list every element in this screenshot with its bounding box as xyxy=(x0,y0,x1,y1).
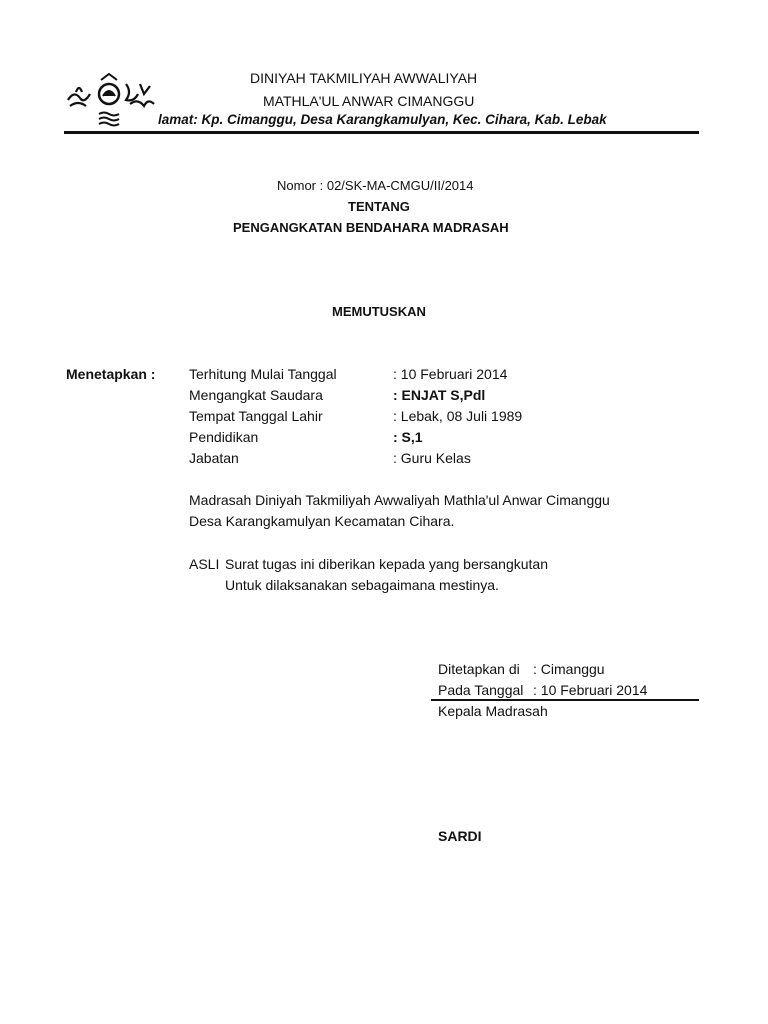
letterhead-address: lamat: Kp. Cimanggu, Desa Karangkamulyan, Kec. Cihara, Kab. Lebak xyxy=(158,112,607,127)
row-value: : Guru Kelas xyxy=(393,450,471,466)
signature-place-label: Ditetapkan di xyxy=(438,661,520,677)
row-value: : ENJAT S,Pdl xyxy=(393,387,486,403)
letterhead-line1: DINIYAH TAKMILIYAH AWWALIYAH xyxy=(250,70,478,86)
row-key: Terhitung Mulai Tanggal xyxy=(189,366,337,382)
decree-subject: PENGANGKATAN BENDAHARA MADRASAH xyxy=(233,220,509,235)
letterhead-divider xyxy=(64,131,699,134)
body-para1-line1: Madrasah Diniyah Takmiliyah Awwaliyah Mathla'ul Anwar Cimanggu xyxy=(189,492,610,508)
letterhead-line2: MATHLA'UL ANWAR CIMANGGU xyxy=(263,93,475,109)
body-para1-line2: Desa Karangkamulyan Kecamatan Cihara. xyxy=(189,513,455,529)
row-value: : S,1 xyxy=(393,429,423,445)
row-value: : Lebak, 08 Juli 1989 xyxy=(393,408,523,424)
signature-place-value: : Cimanggu xyxy=(533,661,605,677)
signature-date-value: : 10 Februari 2014 xyxy=(533,682,648,698)
decree-number: Nomor : 02/SK-MA-CMGU/II/2014 xyxy=(277,178,474,193)
row-value: : 10 Februari 2014 xyxy=(393,366,508,382)
signature-name: SARDI xyxy=(438,828,482,844)
row-key: Jabatan xyxy=(189,450,239,466)
row-key: Mengangkat Saudara xyxy=(189,387,323,403)
signature-date-label: Pada Tanggal xyxy=(438,682,524,698)
signature-position: Kepala Madrasah xyxy=(438,703,548,719)
signature-divider xyxy=(431,699,699,701)
decree-memutuskan: MEMUTUSKAN xyxy=(332,304,426,319)
school-logo xyxy=(66,70,156,130)
decree-tentang: TENTANG xyxy=(348,199,410,214)
row-key: Tempat Tanggal Lahir xyxy=(189,408,323,424)
menetapkan-label: Menetapkan : xyxy=(66,366,156,382)
row-key: Pendidikan xyxy=(189,429,259,445)
body-para2-line2: Untuk dilaksanakan sebagaimana mestinya. xyxy=(225,577,499,593)
body-asli-label: ASLI xyxy=(189,556,220,572)
body-para2-line1: Surat tugas ini diberikan kepada yang bersangkutan xyxy=(225,556,548,572)
